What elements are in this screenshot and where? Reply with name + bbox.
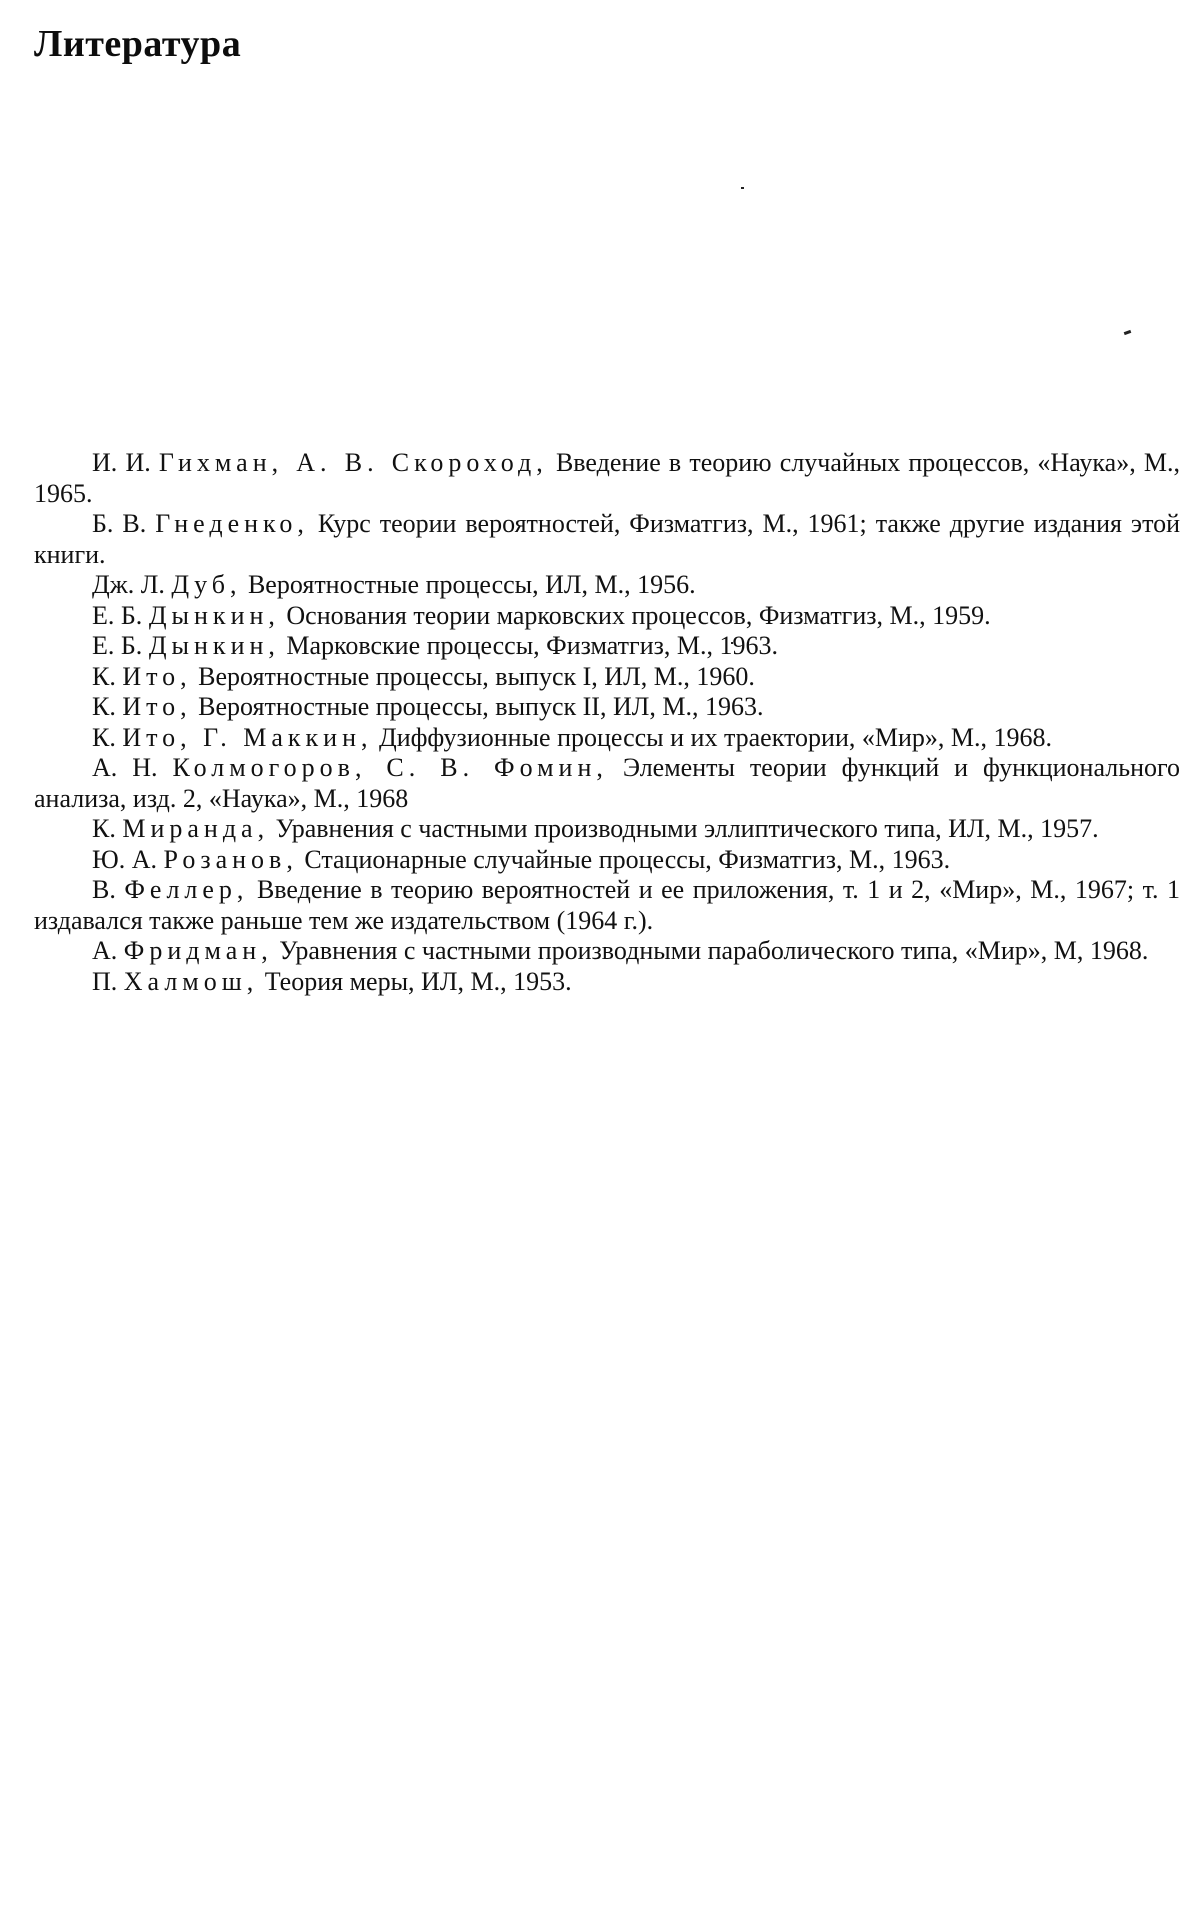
reference-details: Марковские процессы, Физматгиз, М., 1963. bbox=[286, 631, 779, 660]
reference-initials: К. bbox=[92, 661, 116, 691]
reference-authors: Гихман, А. В. Скороход, bbox=[158, 448, 548, 477]
reference-authors: Ито, bbox=[122, 692, 192, 721]
reference-initials: Дж. Л. bbox=[92, 570, 165, 599]
reference-initials: Б. В. bbox=[92, 509, 147, 538]
reference-authors: Халмош, bbox=[123, 966, 259, 996]
reference-initials: И. И. bbox=[92, 448, 151, 477]
reference-entry bbox=[34, 601, 1180, 632]
reference-entry bbox=[34, 448, 1180, 509]
reference-details: Введение в теорию случайных процессов, «Наука», М., 1965. bbox=[34, 448, 1181, 508]
reference-entry bbox=[34, 509, 1180, 570]
reference-entry bbox=[34, 631, 1180, 662]
reference-initials: А. bbox=[92, 936, 118, 965]
reference-authors: Фридман, bbox=[123, 936, 273, 965]
reference-authors: Гнеденко, bbox=[155, 509, 309, 538]
reference-entry bbox=[34, 723, 1180, 754]
reference-authors: Миранда, bbox=[122, 814, 270, 843]
reference-initials: К. bbox=[92, 722, 116, 752]
print-speck bbox=[741, 187, 744, 189]
reference-authors: Феллер, bbox=[124, 875, 249, 904]
reference-details: Уравнения с частными производными параболического типа, «Мир», М, 1968. bbox=[279, 936, 1149, 965]
reference-initials: А. Н. bbox=[92, 753, 158, 782]
reference-details: Вероятностные процессы, выпуск II, ИЛ, М., 1963. bbox=[198, 692, 764, 721]
reference-details: Уравнения с частными производными эллиптического типа, ИЛ, М., 1957. bbox=[275, 814, 1099, 843]
reference-details: Вероятностные процессы, выпуск I, ИЛ, М., 1960. bbox=[198, 661, 755, 691]
reference-details: Диффузионные процессы и их траектории, «Мир», М., 1968. bbox=[379, 722, 1053, 752]
reference-authors: Ито, bbox=[122, 661, 192, 691]
reference-entry bbox=[34, 814, 1180, 845]
page-title: Литература bbox=[34, 23, 242, 65]
print-speck bbox=[1124, 330, 1132, 335]
reference-initials: Ю. А. bbox=[92, 844, 157, 874]
reference-details: Элементы теории функций и функционального анализа, изд. 2, «Наука», М., 1968 bbox=[34, 753, 1181, 813]
reference-initials: В. bbox=[92, 875, 116, 904]
reference-details: Стационарные случайные процессы, Физматгиз, М., 1963. bbox=[304, 844, 951, 874]
reference-details: Основания теории марковских процессов, Физматгиз, М., 1959. bbox=[286, 600, 991, 630]
reference-initials: К. bbox=[92, 814, 116, 843]
reference-entry bbox=[34, 845, 1180, 876]
reference-authors: Дуб, bbox=[171, 570, 242, 599]
reference-initials: П. bbox=[92, 966, 118, 996]
reference-authors: Дынкин, bbox=[148, 600, 280, 630]
reference-entry bbox=[34, 875, 1180, 936]
reference-initials: Е. Б. bbox=[92, 631, 143, 660]
reference-entry bbox=[34, 692, 1180, 723]
reference-details: Вероятностные процессы, ИЛ, М., 1956. bbox=[247, 570, 696, 599]
reference-authors: Дынкин, bbox=[148, 631, 280, 660]
reference-details: Теория меры, ИЛ, М., 1953. bbox=[264, 966, 572, 996]
reference-authors: Колмогоров, С. В. Фомин, bbox=[172, 753, 608, 782]
reference-entry bbox=[34, 570, 1180, 601]
reference-authors: Ито, Г. Маккин, bbox=[122, 722, 373, 752]
reference-list bbox=[34, 448, 1180, 997]
reference-initials: Е. Б. bbox=[92, 600, 143, 630]
reference-initials: К. bbox=[92, 692, 116, 721]
reference-entry bbox=[34, 753, 1180, 814]
reference-authors: Розанов, bbox=[163, 844, 298, 874]
reference-entry bbox=[34, 662, 1180, 693]
reference-details: Введение в теорию вероятностей и ее приложения, т. 1 и 2, «Мир», М., 1967; т. 1 издавался также раньше тем же издательством (1964 г.). bbox=[34, 875, 1181, 935]
reference-entry bbox=[34, 936, 1180, 967]
reference-entry bbox=[34, 967, 1180, 998]
reference-details: Курс теории вероятностей, Физматгиз, М., 1961; также другие издания этой книги. bbox=[34, 509, 1181, 569]
